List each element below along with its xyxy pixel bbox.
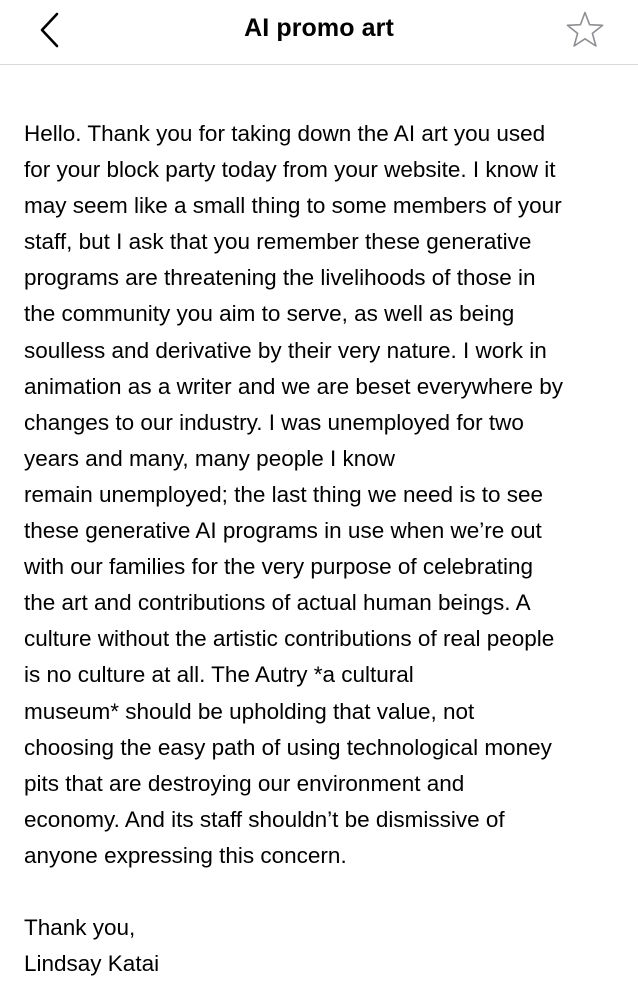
star-outline-icon	[565, 10, 605, 50]
body-line: with our families for the very purpose of celebrating	[24, 554, 533, 580]
body-line: choosing the easy path of using technological money	[24, 734, 552, 760]
navigation-bar	[0, 0, 638, 65]
body-line: remain unemployed; the last thing we need is to see	[24, 481, 544, 507]
chevron-left-icon	[38, 11, 62, 49]
body-line: anyone expressing this concern.	[24, 842, 347, 868]
body-line: changes to our industry. I was unemployed for two	[24, 409, 524, 435]
message-body	[24, 116, 624, 982]
page-title: AI promo art	[244, 14, 394, 42]
body-line: the art and contributions of actual human beings. A	[24, 590, 531, 616]
body-line: Hello. Thank you for taking down the AI art you used	[24, 121, 546, 146]
body-line: these generative AI programs in use when we’re out	[24, 518, 542, 544]
body-line: years and many, many people I know	[24, 445, 396, 471]
body-line: culture without the artistic contributions of real people	[24, 626, 555, 652]
favorite-button[interactable]	[562, 8, 608, 52]
body-line: museum* should be upholding that value, not	[24, 698, 475, 724]
paragraph-spacer	[24, 874, 624, 910]
body-line: is no culture at all. The Autry *a cultural	[24, 662, 414, 688]
body-line: animation as a writer and we are beset everywhere by	[24, 373, 564, 399]
body-line: economy. And its staff shouldn’t be dismissive of	[24, 806, 505, 832]
back-button[interactable]	[28, 8, 72, 52]
body-line: may seem like a small thing to some members of your	[24, 193, 562, 219]
body-line: soulless and derivative by their very nature. I work in	[24, 337, 547, 363]
body-line: staff, but I ask that you remember these generative	[24, 229, 532, 255]
body-line: pits that are destroying our environment and	[24, 770, 465, 796]
body-line: programs are threatening the livelihoods of those in	[24, 265, 536, 291]
closing-line: Thank you,	[24, 915, 136, 941]
body-line: the community you aim to serve, as well as being	[24, 301, 515, 327]
signature: Lindsay Katai	[24, 951, 160, 977]
body-line: for your block party today from your website. I know it	[24, 157, 556, 183]
